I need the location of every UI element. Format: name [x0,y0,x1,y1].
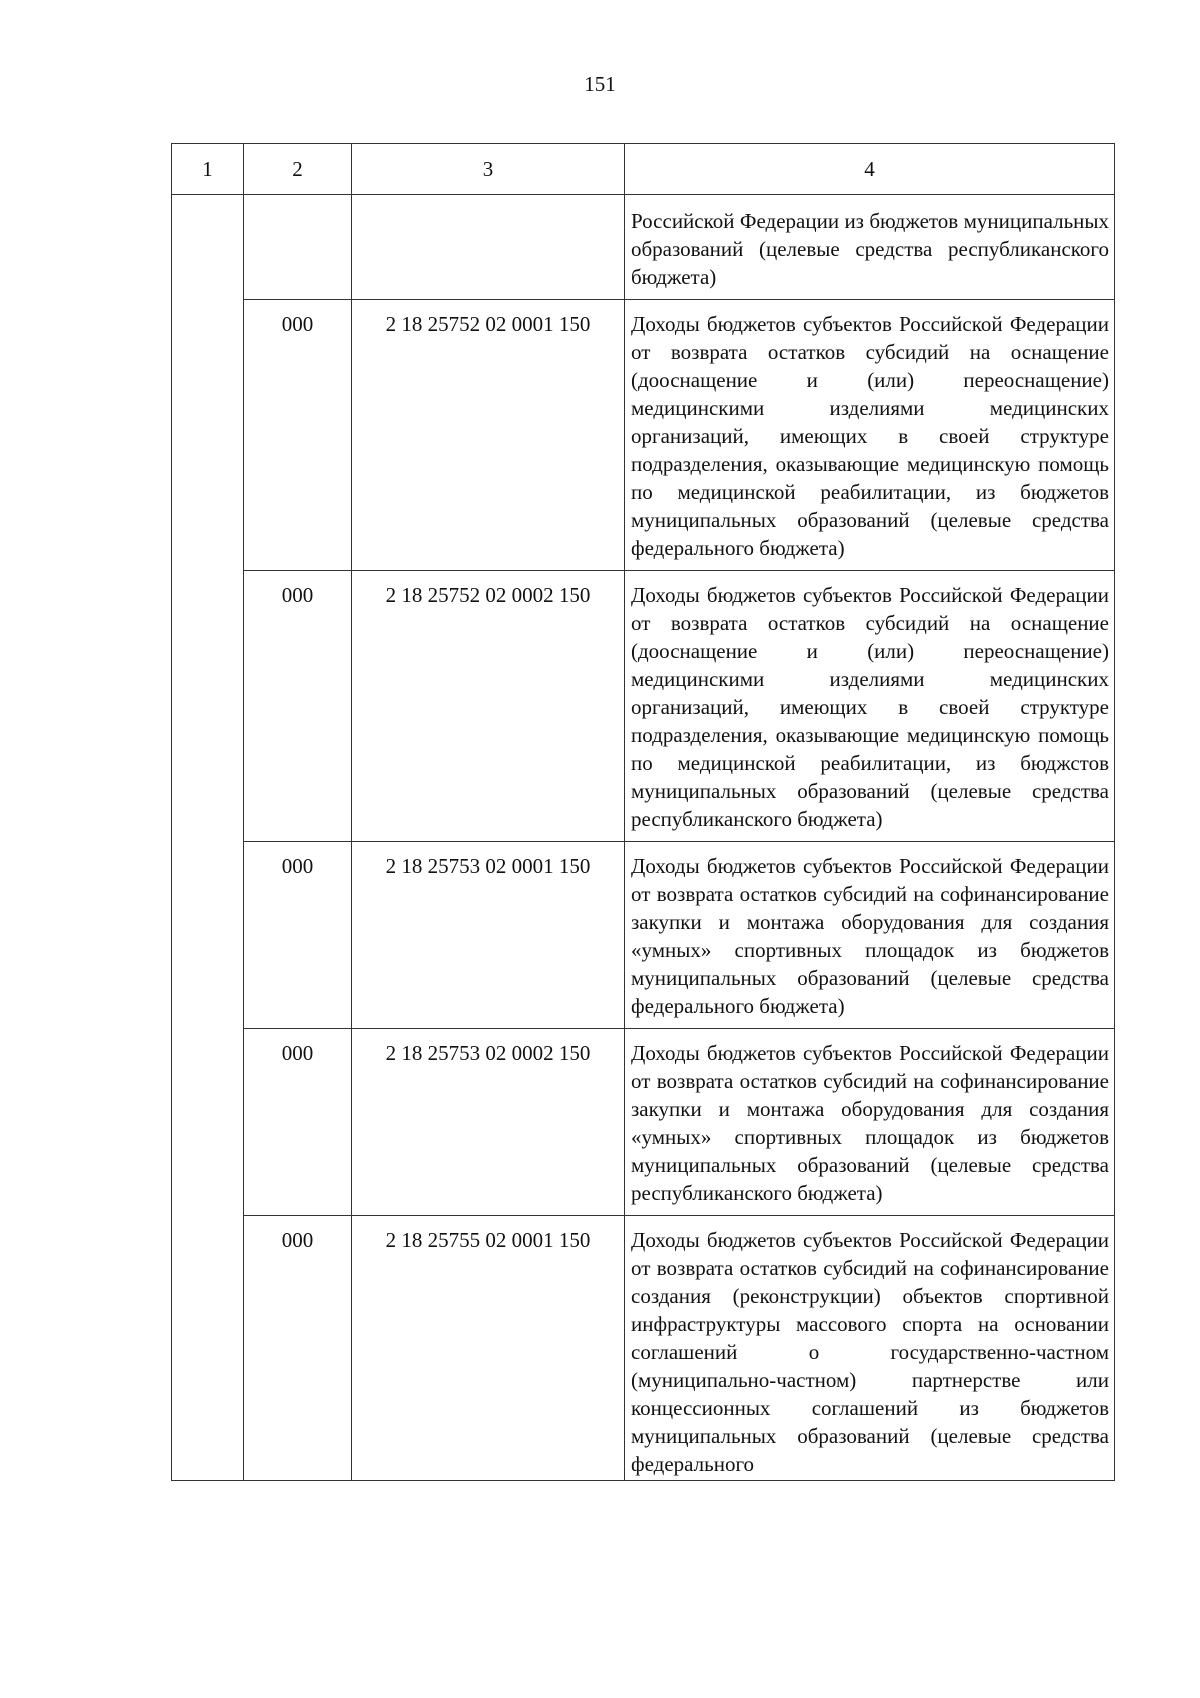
income-description: Доходы бюджетов субъектов Российской Федерации от возврата остатков субсидий на оснащение (дооснащение и (или) переоснащение) медицинскими изделиями медицинских организаций, имеющих в своей структуре подразделения, оказывающие медицинскую помощь по медицинской реабилитации, из бюджетов муниципальных образований (целевые средства федерального бюджета) [625,300,1115,571]
income-description: Доходы бюджетов субъектов Российской Федерации от возврата остатков субсидий на софинансирование создания (реконструкции) объектов спортивной инфраструктуры массового спорта на основании соглашений о государственно-частном (муниципально-частном) партнерстве или концессионных соглашений из бюджетов муниципальных образований (целевые средства федерального [625,1216,1115,1481]
table-row [172,195,1115,300]
table-row [172,1029,1115,1216]
budget-code: 2 18 25753 02 0002 150 [352,1029,625,1216]
admin-code: 000 [244,842,352,1029]
header-col-1: 1 [172,144,244,195]
header-col-3: 3 [352,144,625,195]
table-row [172,300,1115,571]
table-header-row [172,144,1115,195]
table-row [172,1216,1115,1481]
income-description: Доходы бюджетов субъектов Российской Федерации от возврата остатков субсидий на оснащение (дооснащение и (или) переоснащение) медицинскими изделиями медицинских организаций, имеющих в своей структуре подразделения, оказывающие медицинскую помощь по медицинской реабилитации, из бюджстов муниципальных образований (целевые средства республиканского бюджета) [625,571,1115,842]
budget-code: 2 18 25755 02 0001 150 [352,1216,625,1481]
admin-code: 000 [244,1029,352,1216]
table-row [172,571,1115,842]
income-description: Доходы бюджетов субъектов Российской Федерации от возврата остатков субсидий на софинансирование закупки и монтажа оборудования для создания «умных» спортивных площадок из бюджетов муниципальных образований (целевые средства республиканского бюджета) [625,1029,1115,1216]
page-number: 151 [584,72,616,96]
budget-code: 2 18 25752 02 0001 150 [352,300,625,571]
table-row [172,842,1115,1029]
income-description: Доходы бюджетов субъектов Российской Федерации от возврата остатков субсидий на софинансирование закупки и монтажа оборудования для создания «умных» спортивных площадок из бюджетов муниципальных образований (целевые средства федерального бюджета) [625,842,1115,1029]
budget-code [352,195,625,300]
budget-classification-table [171,143,1115,1481]
budget-code: 2 18 25752 02 0002 150 [352,571,625,842]
column-1-cell [172,195,244,1481]
admin-code: 000 [244,300,352,571]
header-col-2: 2 [244,144,352,195]
budget-code: 2 18 25753 02 0001 150 [352,842,625,1029]
admin-code: 000 [244,1216,352,1481]
admin-code: 000 [244,571,352,842]
header-col-4: 4 [625,144,1115,195]
admin-code [244,195,352,300]
income-description: Российской Федерации из бюджетов муниципальных образований (целевые средства республиканского бюджета) [625,195,1115,300]
